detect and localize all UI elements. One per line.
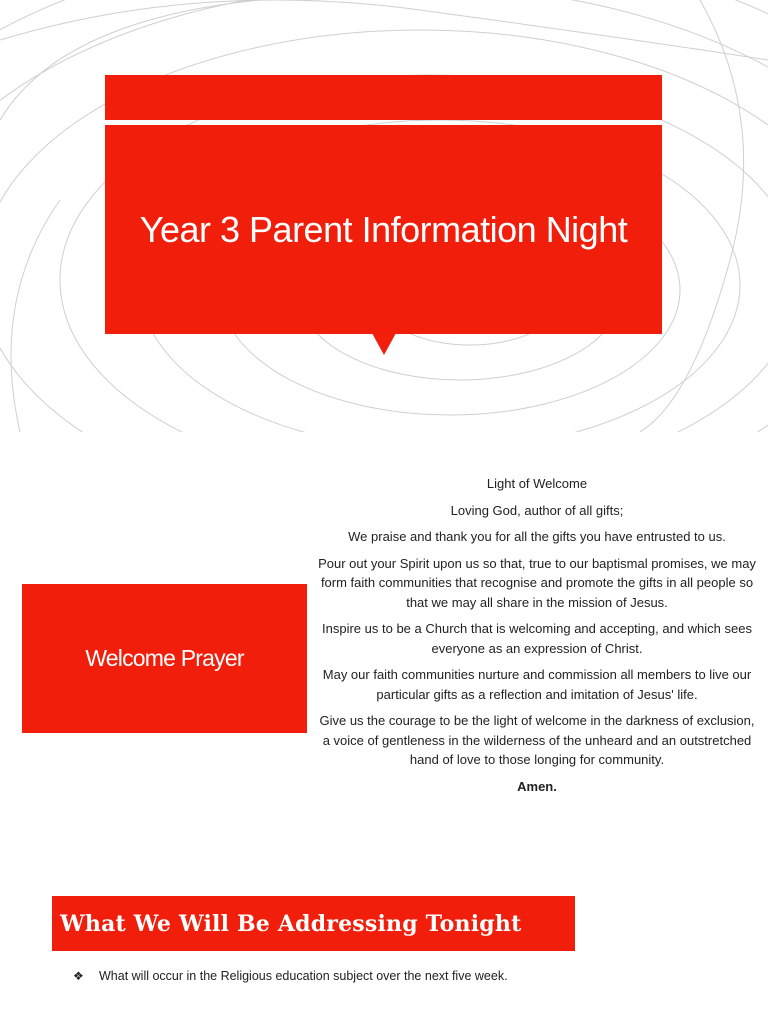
prayer-line: Give us the courage to be the light of welcome in the darkness of exclusion, a voice of gentleness in the wilderness of the unheard and an outstretched hand of love to those longing for community. xyxy=(319,713,755,767)
list-item xyxy=(73,969,508,983)
agenda-heading-box xyxy=(52,896,575,951)
prayer-closing: Amen. xyxy=(517,778,557,794)
prayer-title: Light of Welcome xyxy=(486,476,588,491)
title-top-bar xyxy=(105,75,662,120)
prayer-line: Loving God, author of all gifts; xyxy=(450,502,624,518)
prayer-line: Inspire us to be a Church that is welcoming and accepting, and which sees everyone as an expression of Christ. xyxy=(322,621,752,656)
welcome-heading: Welcome Prayer xyxy=(85,645,244,671)
prayer-line: May our faith communities nurture and commission all members to live our particular gifts as a reflection and imitation of Jesus' life. xyxy=(322,667,752,702)
callout-pointer xyxy=(372,333,396,355)
welcome-heading-box xyxy=(22,584,307,733)
agenda-slide xyxy=(0,864,768,1024)
title-slide xyxy=(0,0,768,432)
welcome-prayer-slide xyxy=(0,432,768,864)
agenda-bullet-text: What will occur in the Religious education subject over the next five week. xyxy=(99,969,508,983)
slide-title: Year 3 Parent Information Night xyxy=(139,208,628,250)
title-box xyxy=(105,125,662,334)
prayer-text xyxy=(318,474,756,803)
prayer-line: We praise and thank you for all the gifts you have entrusted to us. xyxy=(348,529,726,544)
diamond-bullet-icon: ❖ xyxy=(73,969,84,983)
agenda-heading: What We Will Be Addressing Tonight xyxy=(60,910,522,937)
prayer-line: Pour out your Spirit upon us so that, true to our baptismal promises, we may form faith communities that recognise and promote the gifts in all people so that we may all share in the mission of Jesus. xyxy=(318,555,756,610)
